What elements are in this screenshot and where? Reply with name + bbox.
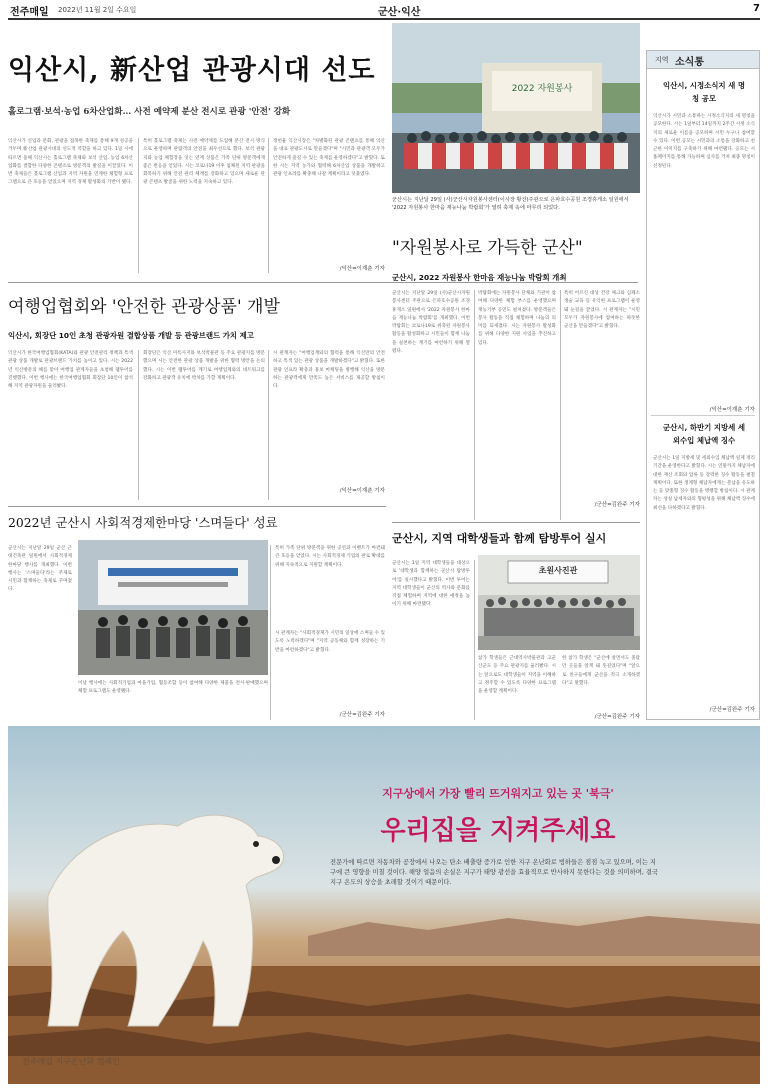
sidebar-item-body: 익산시가 시민과 소통하는 시정소식지의 새 명칭을 공모한다. 시는 1일부터 14일까지 2주간 시정 소식지의 새로운 이름을 공모하며 시민 누구나 참여할 수 있다. 이번 공모는 시민과의 소통을 강화하고 친근한 이미지를 구축하기 위해 마련됐다. 응모는 시 홈페이지를 통해 가능하며 심사를 거쳐 최종 명칭이 선정된다.: [653, 114, 755, 169]
travel-col-2: 회장단은 익산 미륵사지와 보석박물관 등 주요 관광지를 방문했으며 시는 안전한 관광 상품 개발을 위한 협력 방안을 논의했다. 시는 이번 팸투어를 계기로 여행업계와의 네트워크를 강화하고 관광객 유치에 박차를 가할 계획이다.: [143, 351, 265, 381]
issue-date: 2022년 11월 2일 수요일: [58, 6, 137, 14]
tour-byline: /군산=김완주 기자: [594, 714, 640, 720]
masthead: [10, 3, 760, 17]
sidebar-header: [647, 51, 759, 69]
divider: [138, 138, 139, 273]
divider: [270, 545, 271, 720]
tour-col-2: 참가 학생들은 근대역사박물관과 고군산군도 등 주요 관광지를 둘러봤다. 시는 앞으로도 대학생들이 지역을 이해하고 정주할 수 있도록 다양한 프로그램을 운영할 계획이다.: [478, 656, 556, 695]
social-event-photo: [78, 540, 268, 675]
volunteer-col-2: 박람회에는 자원봉사 단체와 기관이 참여해 다양한 체험 부스를 운영했으며 재능기부 공연도 펼쳐졌다. 방문객들은 봉사 활동을 직접 체험하며 나눔의 의미를 되새겼다. 시는 자원봉사 활성화를 위해 다양한 지원 사업을 추진하고 있다.: [478, 291, 556, 346]
tour-col-3: 한 참가 학생은 "군산에 살면서도 몰랐던 곳들을 알게 돼 뜻깊었다"며 "앞으로 친구들에게 군산을 적극 소개하겠다"고 말했다.: [562, 656, 640, 686]
svg-text:2022 자원봉사: 2022 자원봉사: [511, 84, 573, 94]
volunteer-kicker: 군산시, 2022 자원봉사 한마음 재능나눔 박람회 개최: [392, 273, 567, 282]
tour-group-photo: [478, 555, 640, 650]
tour-col-1: 군산시는 1일 지역 대학생들을 대상으로 '대학생과 함께하는 군산시 탐방투어'를 실시했다고 밝혔다. 이번 투어는 지역 대학생들이 군산의 역사와 문화를 직접 체험하며 지역에 대한 애정을 높이기 위해 마련됐다.: [392, 561, 470, 608]
lead-col-1: 익산시가 신업과 문화, 관광을 접목한 축제를 통해 9개 성공을 거두며 新산업 관광시대의 선도적 역할을 하고 있다. 1일 시에 따르면 올해 익산시는 홀로그램 축제와 보석 산업, 농업 6차산업화를 결합한 다양한 콘텐츠로 방문객의 발길을 이끌었다. 이번 축제들은 홀로그램 산업과 지역 자원을 연계한 체험형 프로그램으로 큰 호응을 얻었으며 지역 경제 활성화의 기반이 됐다.: [8, 139, 133, 186]
sidebar-item-title: 익산시, 시정소식지 새 명칭 공모: [663, 81, 745, 103]
volunteer-col-1: 군산시는 지난달 29일 (사)군산시자원봉사센터 주관으로 은파호수공원 조경휴게소 일원에서 '2022 자원봉사 한마음 재능나눔 박람회'를 개최했다. 이번 박람회는 코로나19로 위축된 자원봉사 활동을 활성화하고 시민들이 함께 나눔을 실천하는 계기를 마련하기 위해 열렸다.: [392, 291, 470, 355]
volunteer-col-3: 특히 어르신 대상 건강 체크와 심폐소생술 교육 등 유익한 프로그램이 운영돼 눈길을 끌었다. 시 관계자는 "시민 모두가 자원봉사에 참여하는 따뜻한 군산을 만들겠다"고 밝혔다.: [564, 291, 640, 330]
sidebar-item-body: 군산시는 1일 지방세 및 세외수입 체납액 일제 정리 기간을 운영한다고 밝혔다. 시는 연말까지 체납자에 대한 재산 조회와 압류 등 강력한 징수 활동을 펼칠 계획이다. 또한 생계형 체납자에게는 분납을 유도하는 등 맞춤형 징수 활동을 병행할 방침이다. 시 관계자는 성실 납세자와의 형평성을 위해 체납액 징수에 최선을 다하겠다고 밝혔다.: [653, 456, 755, 511]
lead-byline: /익산=이재춘 기자: [339, 266, 385, 272]
divider: [474, 560, 475, 720]
social-byline: /군산=김완주 기자: [339, 712, 385, 718]
volunteer-fair-photo: [392, 23, 640, 193]
page-number: 7: [753, 3, 760, 14]
section-name: 군산·익산: [378, 7, 421, 17]
section-rule: [392, 522, 640, 523]
sidebar-item-title: 군산시, 하반기 지방세 세외수입 체납액 징수: [663, 423, 745, 445]
volunteer-byline: /군산=김완주 기자: [594, 502, 640, 508]
lead-photo-caption: 군산시는 지난달 29일 (사)군산시자원봉사센터(이사장 황진)주관으로 은파호수공원 조경휴게소 일원에서 '2022 자원봉사 한마음 재능나눔 박람회'가 열려 축제 속에 마무리 되었다.: [392, 197, 629, 211]
paper-name: 전주매일: [10, 7, 49, 17]
social-col-1: 군산시는 지난달 29일 군산 근대건축관 일원에서 사회적경제 한마당 행사를 개최했다. 이번 행사는 '스며들다'라는 주제로 시민과 함께하는 축제로 꾸며졌다.: [8, 546, 72, 593]
divider: [474, 290, 475, 520]
masthead-rule: [8, 18, 760, 20]
divider: [268, 138, 269, 273]
divider: [268, 350, 269, 500]
travel-kicker: 익산시, 회장단 10인 초청 관광자원 결합상품 개발 등 관광브랜드 가치 제고: [8, 331, 254, 340]
social-col-3: 특히 가족 단위 방문객을 위한 공연과 이벤트가 마련돼 큰 호응을 얻었다. 시는 사회적경제 기업의 판로 확대를 위해 지속적으로 지원할 계획이다.: [275, 546, 385, 568]
lead-col-3: 정헌율 익산시장은 "차별화된 관광 콘텐츠를 통해 익산을 대표 관광도시로 만들겠다"며 "시민과 관광객 모두가 안전하게 즐길 수 있는 축제를 운영하겠다"고 밝혔다. 또한 시는 지역 농가와 협력해 6차산업 상품을 개발하고 관광 인프라를 확충해 나갈 계획이라고 덧붙였다.: [273, 139, 385, 178]
social-col-2: 이날 행사에는 사회적기업과 마을기업, 협동조합 등이 참여해 다양한 제품을 전시·판매했으며 체험 프로그램도 운영됐다.: [78, 681, 268, 695]
divider: [560, 290, 561, 520]
climate-ad: [8, 726, 760, 1084]
tour-photo-sign: 초원사진관: [538, 566, 578, 575]
lead-col-2: 특히 홀로그램 축제는 사전 예약제를 도입해 분산 전시 방식으로 운영하며 관람객의 안전을 최우선으로 했다. 보석 관광지와 농업 체험장을 잇는 연계 상품은 가족 단위 방문객에게 좋은 반응을 얻었다. 시는 코로나19 이후 침체된 지역 관광을 회복하기 위해 안전 관리 체계를 강화하고 있으며 새로운 관광 콘텐츠 발굴을 위한 노력을 지속하고 있다.: [143, 139, 265, 186]
sidebar-title: 소식통: [675, 57, 704, 68]
ad-footer: 전주매일 지구온난화 캠페인: [22, 1057, 120, 1066]
lead-subhead: 홀로그램·보석·농업 6차산업화… 사전 예약제 분산 전시로 관광 '안전' 강화: [8, 107, 291, 117]
tour-headline: 군산시, 지역 대학생들과 함께 탐방투어 실시: [392, 532, 607, 545]
ad-main-slogan: 우리집을 지켜주세요: [380, 816, 616, 846]
sidebar-rule: [651, 415, 755, 416]
ad-top-line: 지구상에서 가장 빨리 뜨거워지고 있는 곳 '북극': [382, 787, 614, 800]
section-rule: [8, 506, 386, 507]
social-headline: 2022년 군산시 사회적경제한마당 '스며들다' 성료: [8, 515, 278, 530]
sidebar-item-byline: /군산=김완주 기자: [709, 707, 755, 713]
travel-headline: 여행업협회와 '안전한 관광상품' 개발: [8, 297, 280, 316]
travel-col-3: 시 관계자는 "여행업계와의 협력을 통해 익산만의 안전하고 특색 있는 관광 상품을 개발하겠다"고 밝혔다. 또한 관광 인프라 확충과 홍보 마케팅을 병행해 익산을 방문하는 관광객에게 만족도 높은 서비스를 제공할 방침이다.: [273, 351, 385, 390]
lead-headline: 익산시, 新산업 관광시대 선도: [8, 55, 376, 84]
sidebar-tag: 지역: [655, 56, 669, 64]
social-col-4: 시 관계자는 "사회적경제가 시민의 일상에 스며들 수 있도록 노력하겠다"며 "지역 공동체와 함께 성장하는 기반을 마련하겠다"고 밝혔다.: [275, 631, 385, 653]
travel-col-1: 익산시가 한국여행업협회(KATA)와 관광 안전관리 정책과 특색 관광 상품 개발로 관광브랜드 가치를 높이고 있다. 시는 2022년 익산방문의 해를 맞아 여행업 관계자들을 초청해 팸투어를 진행했다. 이번 행사에는 한국여행업협회 회장단 10인이 참석해 지역 관광자원을 둘러봤다.: [8, 351, 133, 390]
sidebar-item-byline: /익산=이재춘 기자: [709, 407, 755, 413]
sidebar: [646, 50, 760, 720]
travel-byline: /익산=이재춘 기자: [339, 488, 385, 494]
ad-body: 전문가에 따르면 자동차와 공장에서 나오는 탄소 배출량 증가로 인한 지구 온난화로 빙하들은 점점 녹고 있으며, 이는 지구에 큰 영향을 미칠 것이다. 해양 얼음의 손실은 지구가 태양 광선을 효율적으로 반사하지 못한다는 것을 의미하며, 결국 지구 온도의 상승을 초래할 것이기 때문이다.: [330, 859, 659, 886]
divider: [138, 350, 139, 500]
volunteer-headline: "자원봉사로 가득한 군산": [392, 238, 583, 258]
